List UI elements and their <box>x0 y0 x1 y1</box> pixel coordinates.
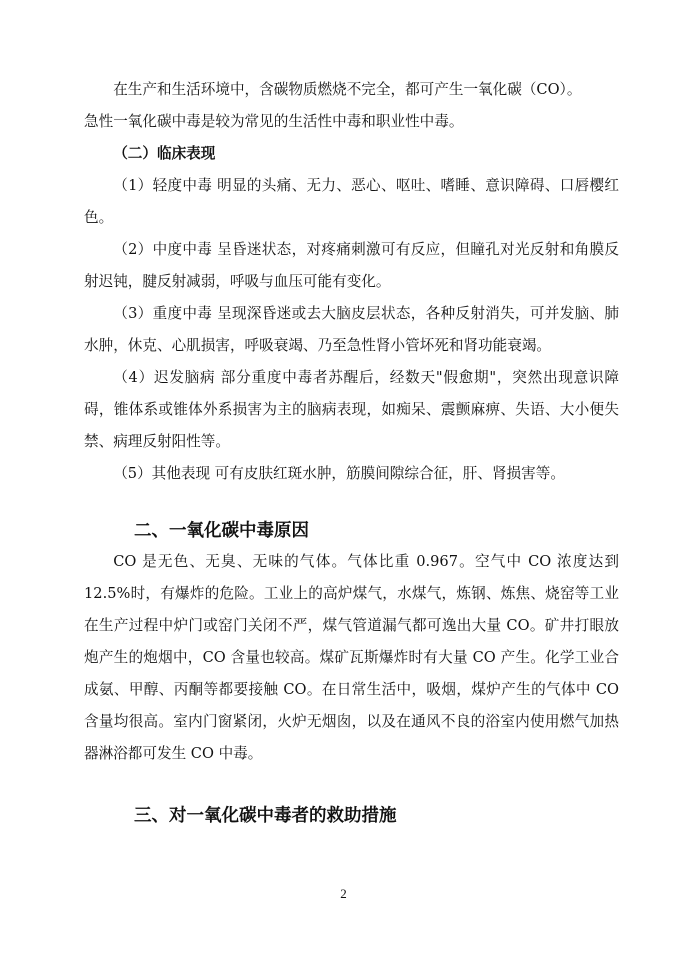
clinical-item-mild: （1）轻度中毒 明显的头痛、无力、恶心、呕吐、嗜睡、意识障碍、口唇樱红色。 <box>84 177 619 226</box>
section-heading-causes: 二、一氧化碳中毒原因 <box>134 521 309 541</box>
section-heading-rescue: 三、对一氧化碳中毒者的救助措施 <box>134 806 397 826</box>
clinical-item-severe: （3）重度中毒 呈现深昏迷或去大脑皮层状态，各种反射消失，可并发脑、肺水肿，休克、心肌损害，呼吸衰竭、乃至急性肾小管坏死和肾功能衰竭。 <box>84 305 619 354</box>
intro-line-2: 急性一氧化碳中毒是较为常见的生活性中毒和职业性中毒。 <box>84 113 464 130</box>
clinical-item-other: （5）其他表现 可有皮肤红斑水肿，筋膜间隙综合征，肝、肾损害等。 <box>113 465 565 482</box>
intro-paragraph <box>84 74 619 138</box>
page-number: 2 <box>340 886 347 901</box>
causes-paragraph: CO 是无色、无臭、无味的气体。气体比重 0.967。空气中 CO 浓度达到 12.5%时，有爆炸的危险。工业上的高炉煤气，水煤气，炼钢、炼焦、烧窑等工业在生产过程中炉门或窑门关闭不严，煤气管道漏气都可逸出大量 CO。矿井打眼放炮产生的炮烟中，CO 含量也较高。煤矿瓦斯爆炸时有大量 CO 产生。化学工业合成氨、甲醇、丙酮等都要接触 CO。在日常生活中，吸烟，煤炉产生的气体中 CO 含量均很高。室内门窗紧闭，火炉无烟囱，以及在通风不良的浴室内使用燃气加热器淋浴都可发生 CO 中毒。 <box>84 553 619 762</box>
document-page <box>84 74 619 831</box>
intro-line-1: 在生产和生活环境中，含碳物质燃烧不完全，都可产生一氧化碳（CO）。 <box>113 81 582 98</box>
clinical-item-moderate: （2）中度中毒 呈昏迷状态，对疼痛刺激可有反应，但瞳孔对光反射和角膜反射迟钝，腱反射减弱，呼吸与血压可能有变化。 <box>84 241 619 290</box>
clinical-item-delayed: （4）迟发脑病 部分重度中毒者苏醒后，经数天"假愈期"，突然出现意识障碍，锥体系或锥体外系损害为主的脑病表现，如痴呆、震颤麻痹、失语、大小便失禁、病理反射阳性等。 <box>84 369 619 450</box>
clinical-subheading: （二）临床表现 <box>113 145 216 162</box>
